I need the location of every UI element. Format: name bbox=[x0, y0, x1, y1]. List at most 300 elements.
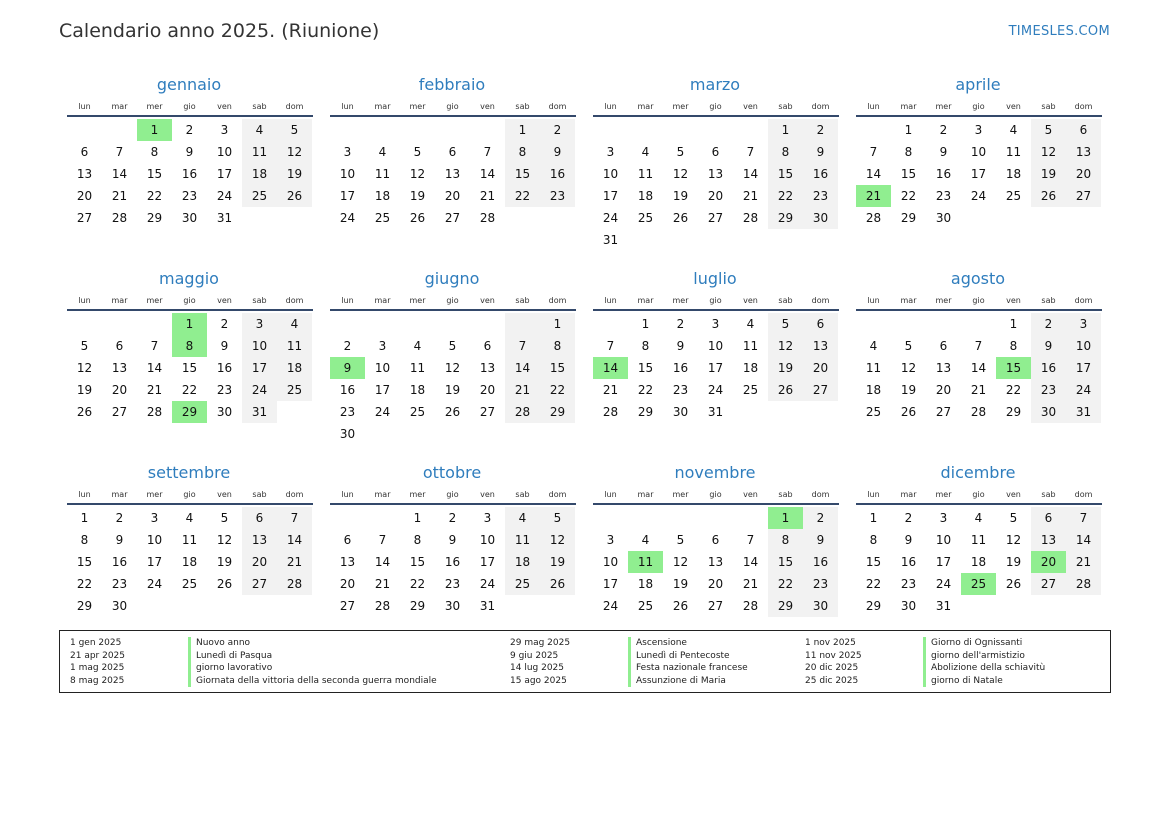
day-cell: 4 bbox=[746, 317, 755, 331]
day-cell: 21 bbox=[742, 577, 759, 591]
weekday-label: mar bbox=[111, 490, 128, 499]
day-cell: 22 bbox=[181, 383, 198, 397]
day-cell: 18 bbox=[1005, 167, 1022, 181]
weekday-header bbox=[856, 485, 1102, 505]
weekday-label: mar bbox=[637, 296, 654, 305]
day-cell: 11 bbox=[181, 533, 198, 547]
month-name: novembre bbox=[674, 463, 756, 482]
day-cell: 10 bbox=[707, 339, 724, 353]
day-cell: 25 bbox=[742, 383, 759, 397]
day-cell: 1 bbox=[768, 119, 803, 141]
legend-date: 25 dic 2025 bbox=[805, 675, 859, 686]
day-cell: 29 bbox=[540, 401, 575, 423]
day-cell: 22 bbox=[540, 379, 575, 401]
day-cell: 20 bbox=[444, 189, 461, 203]
empty-cell bbox=[67, 313, 102, 335]
weekday-label: gio bbox=[446, 490, 459, 499]
day-cell: 1 bbox=[641, 317, 650, 331]
day-cell: 30 bbox=[803, 595, 838, 617]
day-cell: 22 bbox=[1005, 383, 1022, 397]
day-cell: 21 bbox=[374, 577, 391, 591]
day-cell: 17 bbox=[602, 189, 619, 203]
day-cell: 3 bbox=[483, 511, 492, 525]
day-cell: 17 bbox=[242, 357, 277, 379]
day-cell: 27 bbox=[935, 405, 952, 419]
day-cell: 22 bbox=[900, 189, 917, 203]
day-cell: 5 bbox=[676, 145, 685, 159]
day-cell: 15 bbox=[146, 167, 163, 181]
day-cell: 27 bbox=[479, 405, 496, 419]
weekday-label: ven bbox=[480, 102, 495, 111]
day-cell: 26 bbox=[900, 405, 917, 419]
weekday-label: gio bbox=[183, 102, 196, 111]
holiday-day-cell: 8 bbox=[172, 335, 207, 357]
legend-date: 14 lug 2025 bbox=[510, 663, 564, 673]
weekday-label: gio bbox=[446, 296, 459, 305]
empty-cell bbox=[926, 313, 961, 335]
day-cell: 26 bbox=[76, 405, 93, 419]
day-cell: 31 bbox=[242, 401, 277, 423]
weekday-label: gio bbox=[972, 102, 985, 111]
day-cell: 22 bbox=[865, 577, 882, 591]
empty-cell bbox=[856, 119, 891, 141]
day-cell: 8 bbox=[413, 533, 422, 547]
day-cell: 19 bbox=[277, 163, 312, 185]
day-cell: 4 bbox=[378, 145, 387, 159]
day-cell: 15 bbox=[505, 163, 540, 185]
weekday-label: dom bbox=[285, 102, 304, 111]
day-cell: 24 bbox=[1066, 379, 1101, 401]
day-cell: 9 bbox=[115, 533, 124, 547]
day-cell: 3 bbox=[974, 123, 983, 137]
weekday-label: mer bbox=[146, 102, 163, 111]
day-cell: 15 bbox=[540, 357, 575, 379]
weekday-label: mar bbox=[637, 490, 654, 499]
day-cell: 13 bbox=[76, 167, 93, 181]
month-agosto bbox=[856, 267, 1102, 461]
day-cell: 22 bbox=[505, 185, 540, 207]
weekday-label: gio bbox=[446, 102, 459, 111]
day-cell: 23 bbox=[672, 383, 689, 397]
holiday-day-cell: 1 bbox=[172, 313, 207, 335]
day-cell: 3 bbox=[343, 145, 352, 159]
day-cell: 5 bbox=[768, 313, 803, 335]
day-cell: 11 bbox=[505, 529, 540, 551]
day-cell: 9 bbox=[904, 533, 913, 547]
weekday-label: mer bbox=[672, 102, 689, 111]
day-cell: 24 bbox=[339, 211, 356, 225]
holiday-day-cell: 1 bbox=[768, 507, 803, 529]
day-cell: 15 bbox=[768, 551, 803, 573]
day-cell: 12 bbox=[672, 555, 689, 569]
day-cell: 6 bbox=[448, 145, 457, 159]
day-cell: 2 bbox=[220, 317, 229, 331]
day-cell: 11 bbox=[637, 167, 654, 181]
day-cell: 17 bbox=[146, 555, 163, 569]
day-cell: 14 bbox=[865, 167, 882, 181]
holiday-day-cell: 9 bbox=[330, 357, 365, 379]
day-cell: 24 bbox=[602, 211, 619, 225]
day-cell: 25 bbox=[865, 405, 882, 419]
day-cell: 30 bbox=[1031, 401, 1066, 423]
day-cell: 22 bbox=[146, 189, 163, 203]
day-cell: 20 bbox=[76, 189, 93, 203]
day-cell: 16 bbox=[803, 551, 838, 573]
day-cell: 10 bbox=[146, 533, 163, 547]
weekday-label: mar bbox=[900, 296, 917, 305]
day-cell: 23 bbox=[181, 189, 198, 203]
day-cell: 8 bbox=[768, 141, 803, 163]
day-grid bbox=[330, 507, 576, 617]
day-cell: 19 bbox=[900, 383, 917, 397]
day-cell: 29 bbox=[76, 599, 93, 613]
day-cell: 3 bbox=[606, 533, 615, 547]
weekday-label: dom bbox=[811, 490, 830, 499]
legend-holiday-name: Ascensione bbox=[628, 637, 805, 650]
day-cell: 2 bbox=[448, 511, 457, 525]
day-cell: 28 bbox=[602, 405, 619, 419]
day-cell: 12 bbox=[672, 167, 689, 181]
day-cell: 23 bbox=[111, 577, 128, 591]
weekday-header bbox=[67, 485, 313, 505]
day-cell: 2 bbox=[803, 119, 838, 141]
day-cell: 30 bbox=[339, 427, 356, 441]
weekday-header bbox=[67, 97, 313, 117]
day-cell: 18 bbox=[970, 555, 987, 569]
day-cell: 5 bbox=[540, 507, 575, 529]
legend-date: 20 dic 2025 bbox=[805, 663, 859, 673]
day-cell: 6 bbox=[242, 507, 277, 529]
weekday-label: lun bbox=[78, 102, 91, 111]
day-cell: 13 bbox=[479, 361, 496, 375]
day-cell: 9 bbox=[676, 339, 685, 353]
month-name: giugno bbox=[424, 269, 480, 288]
weekday-header bbox=[856, 291, 1102, 311]
weekday-label: sab bbox=[778, 296, 793, 305]
day-cell: 16 bbox=[444, 555, 461, 569]
month-name: settembre bbox=[147, 463, 231, 482]
empty-cell bbox=[330, 119, 365, 141]
month-name: agosto bbox=[950, 269, 1006, 288]
day-grid bbox=[593, 119, 839, 251]
holiday-day-cell: 21 bbox=[856, 185, 891, 207]
day-cell: 15 bbox=[181, 361, 198, 375]
weekday-label: ven bbox=[480, 490, 495, 499]
day-cell: 6 bbox=[343, 533, 352, 547]
day-cell: 7 bbox=[277, 507, 312, 529]
day-cell: 1 bbox=[904, 123, 913, 137]
day-cell: 18 bbox=[242, 163, 277, 185]
day-cell: 8 bbox=[540, 335, 575, 357]
day-cell: 18 bbox=[277, 357, 312, 379]
day-cell: 24 bbox=[479, 577, 496, 591]
day-cell: 3 bbox=[939, 511, 948, 525]
day-cell: 12 bbox=[1031, 141, 1066, 163]
day-cell: 27 bbox=[242, 573, 277, 595]
page-title: Calendario anno 2025. (Riunione) bbox=[59, 20, 380, 42]
day-cell: 24 bbox=[602, 599, 619, 613]
empty-cell bbox=[698, 119, 733, 141]
day-grid bbox=[67, 119, 313, 229]
day-cell: 2 bbox=[803, 507, 838, 529]
day-cell: 2 bbox=[343, 339, 352, 353]
day-cell: 28 bbox=[277, 573, 312, 595]
day-cell: 20 bbox=[1066, 163, 1101, 185]
holiday-day-cell: 1 bbox=[137, 119, 172, 141]
day-cell: 6 bbox=[711, 145, 720, 159]
day-cell: 8 bbox=[1009, 339, 1018, 353]
day-cell: 2 bbox=[904, 511, 913, 525]
calendar-grid bbox=[67, 73, 1112, 655]
weekday-label: ven bbox=[1006, 490, 1021, 499]
day-cell: 30 bbox=[672, 405, 689, 419]
day-cell: 25 bbox=[242, 185, 277, 207]
day-cell: 24 bbox=[216, 189, 233, 203]
month-novembre bbox=[593, 461, 839, 655]
month-settembre bbox=[67, 461, 313, 655]
day-cell: 28 bbox=[742, 599, 759, 613]
day-cell: 10 bbox=[602, 555, 619, 569]
empty-cell bbox=[593, 507, 628, 529]
day-cell: 7 bbox=[869, 145, 878, 159]
brand-link[interactable]: TIMESLES.COM bbox=[1008, 24, 1110, 39]
day-cell: 27 bbox=[111, 405, 128, 419]
day-cell: 22 bbox=[76, 577, 93, 591]
day-cell: 24 bbox=[970, 189, 987, 203]
weekday-label: dom bbox=[1074, 102, 1093, 111]
holiday-day-cell: 11 bbox=[628, 551, 663, 573]
day-cell: 19 bbox=[1005, 555, 1022, 569]
day-cell: 13 bbox=[707, 555, 724, 569]
day-grid bbox=[330, 313, 576, 445]
holiday-day-cell: 25 bbox=[961, 573, 996, 595]
empty-cell bbox=[698, 507, 733, 529]
day-cell: 2 bbox=[676, 317, 685, 331]
weekday-label: dom bbox=[811, 102, 830, 111]
weekday-header bbox=[67, 291, 313, 311]
weekday-label: lun bbox=[604, 296, 617, 305]
day-cell: 23 bbox=[216, 383, 233, 397]
day-cell: 4 bbox=[185, 511, 194, 525]
day-cell: 10 bbox=[242, 335, 277, 357]
day-cell: 26 bbox=[277, 185, 312, 207]
day-cell: 20 bbox=[707, 577, 724, 591]
weekday-label: dom bbox=[548, 490, 567, 499]
day-cell: 5 bbox=[80, 339, 89, 353]
empty-cell bbox=[628, 119, 663, 141]
day-cell: 22 bbox=[768, 185, 803, 207]
day-cell: 18 bbox=[742, 361, 759, 375]
day-cell: 27 bbox=[444, 211, 461, 225]
day-cell: 24 bbox=[374, 405, 391, 419]
weekday-label: mar bbox=[111, 102, 128, 111]
empty-cell bbox=[400, 119, 435, 141]
month-name: gennaio bbox=[156, 75, 222, 94]
empty-cell bbox=[330, 313, 365, 335]
day-cell: 7 bbox=[115, 145, 124, 159]
day-cell: 30 bbox=[444, 599, 461, 613]
weekday-label: mer bbox=[935, 296, 952, 305]
day-cell: 17 bbox=[935, 555, 952, 569]
day-cell: 16 bbox=[216, 361, 233, 375]
month-maggio bbox=[67, 267, 313, 461]
day-cell: 1 bbox=[869, 511, 878, 525]
day-cell: 29 bbox=[409, 599, 426, 613]
day-cell: 21 bbox=[111, 189, 128, 203]
empty-cell bbox=[663, 507, 698, 529]
weekday-label: lun bbox=[867, 490, 880, 499]
holiday-legend bbox=[59, 630, 1111, 693]
day-cell: 10 bbox=[374, 361, 391, 375]
day-cell: 31 bbox=[479, 599, 496, 613]
weekday-label: mar bbox=[374, 102, 391, 111]
day-cell: 14 bbox=[970, 361, 987, 375]
day-cell: 6 bbox=[939, 339, 948, 353]
day-cell: 21 bbox=[602, 383, 619, 397]
day-grid bbox=[67, 507, 313, 617]
day-cell: 4 bbox=[413, 339, 422, 353]
empty-cell bbox=[330, 507, 365, 529]
legend-date: 29 mag 2025 bbox=[510, 638, 571, 648]
day-cell: 23 bbox=[935, 189, 952, 203]
weekday-label: sab bbox=[1041, 490, 1056, 499]
day-cell: 15 bbox=[409, 555, 426, 569]
day-cell: 13 bbox=[1066, 141, 1101, 163]
day-cell: 20 bbox=[803, 357, 838, 379]
day-cell: 27 bbox=[707, 211, 724, 225]
day-cell: 21 bbox=[505, 379, 540, 401]
day-cell: 15 bbox=[865, 555, 882, 569]
weekday-label: mar bbox=[900, 102, 917, 111]
day-cell: 28 bbox=[479, 211, 496, 225]
weekday-label: ven bbox=[217, 296, 232, 305]
weekday-label: sab bbox=[1041, 296, 1056, 305]
month-luglio bbox=[593, 267, 839, 461]
day-cell: 25 bbox=[374, 211, 391, 225]
day-cell: 19 bbox=[540, 551, 575, 573]
day-cell: 26 bbox=[409, 211, 426, 225]
weekday-label: gio bbox=[183, 296, 196, 305]
month-name: ottobre bbox=[422, 463, 482, 482]
weekday-label: mer bbox=[935, 102, 952, 111]
day-cell: 16 bbox=[339, 383, 356, 397]
weekday-label: lun bbox=[78, 490, 91, 499]
day-cell: 23 bbox=[339, 405, 356, 419]
weekday-label: gio bbox=[709, 490, 722, 499]
day-cell: 25 bbox=[409, 405, 426, 419]
day-cell: 6 bbox=[483, 339, 492, 353]
weekday-label: ven bbox=[217, 490, 232, 499]
day-cell: 16 bbox=[935, 167, 952, 181]
day-cell: 21 bbox=[970, 383, 987, 397]
day-cell: 16 bbox=[111, 555, 128, 569]
day-cell: 11 bbox=[742, 339, 759, 353]
day-cell: 7 bbox=[606, 339, 615, 353]
weekday-header bbox=[330, 291, 576, 311]
weekday-label: mer bbox=[672, 490, 689, 499]
empty-cell bbox=[137, 313, 172, 335]
day-cell: 7 bbox=[378, 533, 387, 547]
empty-cell bbox=[400, 313, 435, 335]
day-cell: 27 bbox=[339, 599, 356, 613]
day-cell: 18 bbox=[865, 383, 882, 397]
empty-cell bbox=[733, 507, 768, 529]
weekday-label: dom bbox=[1074, 490, 1093, 499]
legend-date: 8 mag 2025 bbox=[70, 675, 125, 686]
holiday-day-cell: 20 bbox=[1031, 551, 1066, 573]
weekday-label: sab bbox=[252, 102, 267, 111]
day-cell: 24 bbox=[146, 577, 163, 591]
day-cell: 4 bbox=[505, 507, 540, 529]
weekday-header bbox=[856, 97, 1102, 117]
day-cell: 17 bbox=[479, 555, 496, 569]
month-giugno bbox=[330, 267, 576, 461]
weekday-label: mer bbox=[672, 296, 689, 305]
day-cell: 31 bbox=[216, 211, 233, 225]
weekday-label: lun bbox=[341, 296, 354, 305]
legend-date: 15 ago 2025 bbox=[510, 675, 567, 686]
day-cell: 8 bbox=[505, 141, 540, 163]
day-cell: 1 bbox=[80, 511, 89, 525]
day-cell: 21 bbox=[146, 383, 163, 397]
weekday-label: gio bbox=[183, 490, 196, 499]
day-cell: 13 bbox=[1031, 529, 1066, 551]
day-cell: 20 bbox=[935, 383, 952, 397]
weekday-label: dom bbox=[285, 490, 304, 499]
legend-date: 11 nov 2025 bbox=[805, 650, 862, 661]
day-cell: 30 bbox=[181, 211, 198, 225]
legend-holiday-name: Festa nazionale francese bbox=[628, 662, 805, 675]
day-cell: 13 bbox=[707, 167, 724, 181]
day-cell: 22 bbox=[637, 383, 654, 397]
holiday-day-cell: 14 bbox=[593, 357, 628, 379]
weekday-label: mer bbox=[146, 490, 163, 499]
weekday-label: sab bbox=[515, 296, 530, 305]
day-cell: 25 bbox=[637, 211, 654, 225]
day-cell: 29 bbox=[900, 211, 917, 225]
weekday-header bbox=[593, 291, 839, 311]
weekday-label: mer bbox=[409, 490, 426, 499]
day-cell: 5 bbox=[220, 511, 229, 525]
weekday-label: sab bbox=[1041, 102, 1056, 111]
day-cell: 4 bbox=[641, 145, 650, 159]
day-cell: 31 bbox=[602, 233, 619, 247]
day-cell: 23 bbox=[900, 577, 917, 591]
day-cell: 5 bbox=[904, 339, 913, 353]
legend-holiday-name: Assunzione di Maria bbox=[628, 675, 805, 688]
day-cell: 5 bbox=[1009, 511, 1018, 525]
day-cell: 12 bbox=[76, 361, 93, 375]
day-cell: 4 bbox=[869, 339, 878, 353]
day-cell: 9 bbox=[939, 145, 948, 159]
empty-cell bbox=[67, 119, 102, 141]
day-cell: 16 bbox=[1031, 357, 1066, 379]
weekday-label: ven bbox=[217, 102, 232, 111]
day-cell: 29 bbox=[768, 207, 803, 229]
day-cell: 30 bbox=[900, 599, 917, 613]
weekday-label: sab bbox=[515, 102, 530, 111]
day-cell: 6 bbox=[1031, 507, 1066, 529]
day-cell: 15 bbox=[637, 361, 654, 375]
day-cell: 14 bbox=[479, 167, 496, 181]
day-cell: 21 bbox=[479, 189, 496, 203]
day-cell: 4 bbox=[641, 533, 650, 547]
weekday-label: lun bbox=[341, 490, 354, 499]
day-grid bbox=[593, 507, 839, 617]
month-marzo bbox=[593, 73, 839, 267]
empty-cell bbox=[856, 313, 891, 335]
day-cell: 2 bbox=[939, 123, 948, 137]
